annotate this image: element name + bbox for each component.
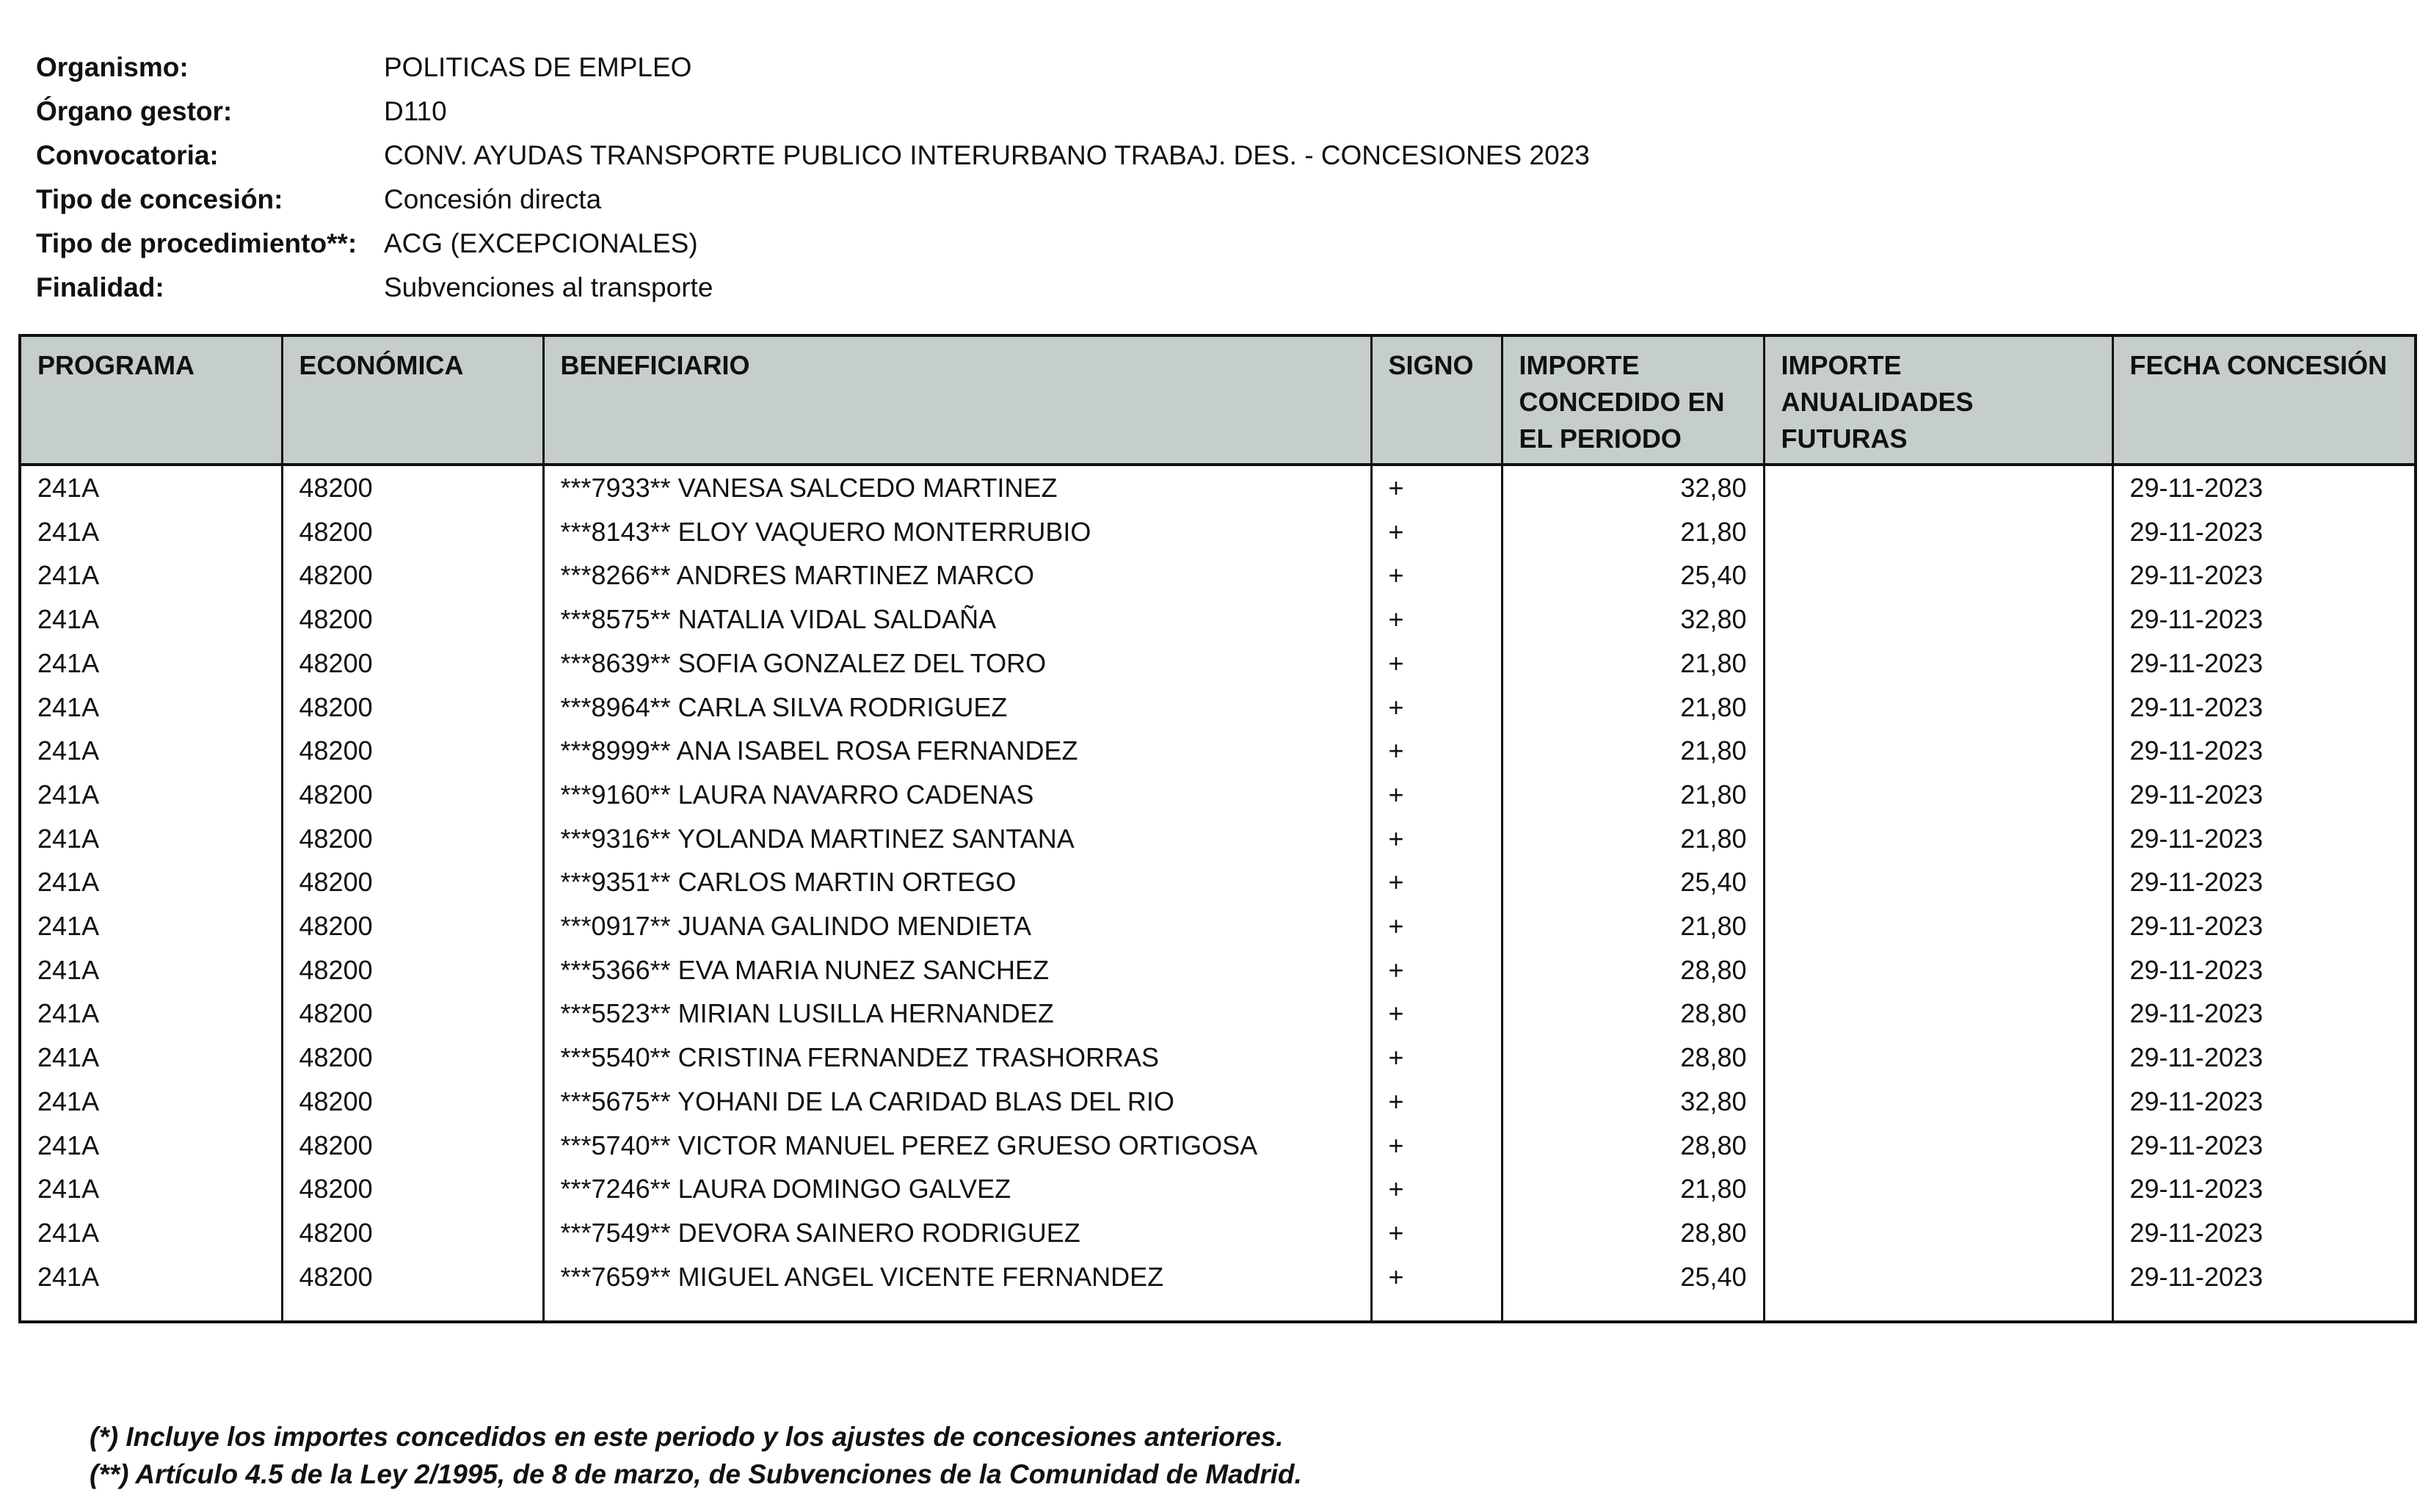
importe-anualidades-cell [1764, 948, 2112, 992]
beneficiario-cell: ***7659** MIGUEL ANGEL VICENTE FERNANDEZ [543, 1255, 1371, 1299]
programa-cell: 241A [20, 904, 282, 948]
economica-cell: 48200 [282, 1080, 543, 1124]
tipo-procedimiento-row [36, 222, 1590, 266]
economica-cell: 48200 [282, 1167, 543, 1211]
programa-cell: 241A [20, 860, 282, 904]
economica-cell: 48200 [282, 773, 543, 817]
table-row [20, 1036, 2416, 1080]
concessions-table [18, 334, 2417, 1323]
programa-cell: 241A [20, 1167, 282, 1211]
signo-cell: + [1371, 904, 1502, 948]
beneficiario-cell: ***5523** MIRIAN LUSILLA HERNANDEZ [543, 992, 1371, 1036]
tipo-procedimiento-value: ACG (EXCEPCIONALES) [384, 228, 698, 258]
table-row [20, 904, 2416, 948]
beneficiario-cell: ***5675** YOHANI DE LA CARIDAD BLAS DEL RIO [543, 1080, 1371, 1124]
beneficiario-cell: ***5740** VICTOR MANUEL PEREZ GRUESO ORTIGOSA [543, 1124, 1371, 1168]
column-header-economica: ECONÓMICA [282, 335, 543, 465]
signo-cell: + [1371, 817, 1502, 861]
beneficiario-cell: ***7549** DEVORA SAINERO RODRIGUEZ [543, 1211, 1371, 1255]
fecha-concesion-cell: 29-11-2023 [2112, 860, 2416, 904]
importe-concedido-cell: 28,80 [1502, 992, 1764, 1036]
table-row [20, 465, 2416, 510]
table-row [20, 992, 2416, 1036]
importe-anualidades-cell [1764, 817, 2112, 861]
table-row [20, 948, 2416, 992]
signo-cell: + [1371, 860, 1502, 904]
importe-concedido-cell: 21,80 [1502, 686, 1764, 730]
table-header [20, 335, 2416, 465]
table-row [20, 860, 2416, 904]
beneficiario-cell: ***8266** ANDRES MARTINEZ MARCO [543, 553, 1371, 597]
programa-cell: 241A [20, 729, 282, 773]
economica-cell: 48200 [282, 597, 543, 641]
fecha-concesion-cell: 29-11-2023 [2112, 686, 2416, 730]
economica-cell: 48200 [282, 1255, 543, 1299]
importe-anualidades-cell [1764, 465, 2112, 510]
signo-cell: + [1371, 992, 1502, 1036]
economica-cell: 48200 [282, 510, 543, 554]
importe-concedido-cell: 21,80 [1502, 510, 1764, 554]
economica-cell: 48200 [282, 1036, 543, 1080]
signo-cell: + [1371, 1080, 1502, 1124]
table-row [20, 510, 2416, 554]
column-header-signo: SIGNO [1371, 335, 1502, 465]
fecha-concesion-cell: 29-11-2023 [2112, 1036, 2416, 1080]
importe-anualidades-cell [1764, 510, 2112, 554]
tipo-procedimiento-label: Tipo de procedimiento**: [36, 228, 357, 258]
fecha-concesion-cell: 29-11-2023 [2112, 1211, 2416, 1255]
organo-gestor-label: Órgano gestor: [36, 96, 233, 126]
importe-anualidades-cell [1764, 686, 2112, 730]
importe-anualidades-cell [1764, 1255, 2112, 1299]
document-header [36, 46, 1590, 310]
signo-cell: + [1371, 1211, 1502, 1255]
signo-cell: + [1371, 948, 1502, 992]
signo-cell: + [1371, 686, 1502, 730]
importe-anualidades-cell [1764, 729, 2112, 773]
importe-anualidades-cell [1764, 1080, 2112, 1124]
programa-cell: 241A [20, 553, 282, 597]
signo-cell: + [1371, 729, 1502, 773]
footnote-articulo: (**) Artículo 4.5 de la Ley 2/1995, de 8 de marzo, de Subvenciones de la Comunidad de Madrid. [90, 1459, 1302, 1489]
economica-cell: 48200 [282, 465, 543, 510]
economica-cell: 48200 [282, 729, 543, 773]
signo-cell: + [1371, 1124, 1502, 1168]
footnotes [90, 1418, 1302, 1493]
economica-cell: 48200 [282, 686, 543, 730]
programa-cell: 241A [20, 1036, 282, 1080]
programa-cell: 241A [20, 1255, 282, 1299]
beneficiario-cell: ***9351** CARLOS MARTIN ORTEGO [543, 860, 1371, 904]
programa-cell: 241A [20, 465, 282, 510]
fecha-concesion-cell: 29-11-2023 [2112, 729, 2416, 773]
beneficiario-cell: ***8639** SOFIA GONZALEZ DEL TORO [543, 641, 1371, 686]
importe-concedido-cell: 25,40 [1502, 860, 1764, 904]
column-header-importe-concedido: IMPORTE CONCEDIDO EN EL PERIODO [1502, 335, 1764, 465]
column-header-fecha-concesion: FECHA CONCESIÓN [2112, 335, 2416, 465]
organismo-value: POLITICAS DE EMPLEO [384, 52, 692, 82]
programa-cell: 241A [20, 686, 282, 730]
importe-anualidades-cell [1764, 597, 2112, 641]
importe-concedido-cell: 21,80 [1502, 904, 1764, 948]
beneficiario-cell: ***8575** NATALIA VIDAL SALDAÑA [543, 597, 1371, 641]
table-row [20, 686, 2416, 730]
importe-concedido-cell: 32,80 [1502, 465, 1764, 510]
beneficiario-cell: ***7246** LAURA DOMINGO GALVEZ [543, 1167, 1371, 1211]
programa-cell: 241A [20, 510, 282, 554]
signo-cell: + [1371, 1036, 1502, 1080]
importe-concedido-cell: 28,80 [1502, 1211, 1764, 1255]
importe-concedido-cell: 21,80 [1502, 1167, 1764, 1211]
convocatoria-label: Convocatoria: [36, 140, 219, 170]
programa-cell: 241A [20, 992, 282, 1036]
empty-cell [2112, 1298, 2416, 1322]
header-row [20, 335, 2416, 465]
empty-cell [20, 1298, 282, 1322]
importe-concedido-cell: 32,80 [1502, 1080, 1764, 1124]
convocatoria-value: CONV. AYUDAS TRANSPORTE PUBLICO INTERURBANO TRABAJ. DES. - CONCESIONES 2023 [384, 140, 1590, 170]
empty-cell [543, 1298, 1371, 1322]
signo-cell: + [1371, 641, 1502, 686]
fecha-concesion-cell: 29-11-2023 [2112, 773, 2416, 817]
beneficiario-cell: ***5540** CRISTINA FERNANDEZ TRASHORRAS [543, 1036, 1371, 1080]
table-body [20, 465, 2416, 1322]
table-row [20, 773, 2416, 817]
finalidad-label: Finalidad: [36, 272, 164, 302]
table-empty-space [20, 1298, 2416, 1322]
beneficiario-cell: ***9160** LAURA NAVARRO CADENAS [543, 773, 1371, 817]
programa-cell: 241A [20, 817, 282, 861]
economica-cell: 48200 [282, 860, 543, 904]
beneficiario-cell: ***0917** JUANA GALINDO MENDIETA [543, 904, 1371, 948]
importe-anualidades-cell [1764, 1124, 2112, 1168]
table-row [20, 1255, 2416, 1299]
importe-anualidades-cell [1764, 904, 2112, 948]
table-row [20, 641, 2416, 686]
programa-cell: 241A [20, 597, 282, 641]
organo-gestor-value: D110 [384, 96, 447, 126]
fecha-concesion-cell: 29-11-2023 [2112, 465, 2416, 510]
finalidad-value: Subvenciones al transporte [384, 272, 713, 302]
importe-anualidades-cell [1764, 1036, 2112, 1080]
economica-cell: 48200 [282, 1124, 543, 1168]
importe-concedido-cell: 25,40 [1502, 553, 1764, 597]
signo-cell: + [1371, 1255, 1502, 1299]
finalidad-row [36, 266, 1590, 310]
organo-gestor-row [36, 90, 1590, 134]
footnote-importes: (*) Incluye los importes concedidos en este periodo y los ajustes de concesiones anteriores. [90, 1422, 1284, 1452]
empty-cell [1502, 1298, 1764, 1322]
beneficiario-cell: ***8964** CARLA SILVA RODRIGUEZ [543, 686, 1371, 730]
programa-cell: 241A [20, 773, 282, 817]
economica-cell: 48200 [282, 948, 543, 992]
tipo-concesion-row [36, 178, 1590, 222]
signo-cell: + [1371, 773, 1502, 817]
fecha-concesion-cell: 29-11-2023 [2112, 597, 2416, 641]
tipo-concesion-value: Concesión directa [384, 184, 602, 214]
importe-concedido-cell: 21,80 [1502, 817, 1764, 861]
beneficiario-cell: ***8999** ANA ISABEL ROSA FERNANDEZ [543, 729, 1371, 773]
economica-cell: 48200 [282, 904, 543, 948]
importe-concedido-cell: 28,80 [1502, 948, 1764, 992]
fecha-concesion-cell: 29-11-2023 [2112, 1255, 2416, 1299]
signo-cell: + [1371, 597, 1502, 641]
column-header-importe-anualidades: IMPORTE ANUALIDADES FUTURAS [1764, 335, 2112, 465]
fecha-concesion-cell: 29-11-2023 [2112, 904, 2416, 948]
importe-concedido-cell: 21,80 [1502, 641, 1764, 686]
empty-cell [1764, 1298, 2112, 1322]
importe-anualidades-cell [1764, 1211, 2112, 1255]
signo-cell: + [1371, 465, 1502, 510]
economica-cell: 48200 [282, 553, 543, 597]
importe-anualidades-cell [1764, 553, 2112, 597]
importe-concedido-cell: 21,80 [1502, 729, 1764, 773]
programa-cell: 241A [20, 1080, 282, 1124]
beneficiario-cell: ***7933** VANESA SALCEDO MARTINEZ [543, 465, 1371, 510]
table-row [20, 1211, 2416, 1255]
signo-cell: + [1371, 1167, 1502, 1211]
fecha-concesion-cell: 29-11-2023 [2112, 641, 2416, 686]
table-row [20, 729, 2416, 773]
fecha-concesion-cell: 29-11-2023 [2112, 992, 2416, 1036]
organismo-row [36, 46, 1590, 90]
convocatoria-row [36, 134, 1590, 178]
importe-concedido-cell: 21,80 [1502, 773, 1764, 817]
beneficiario-cell: ***5366** EVA MARIA NUNEZ SANCHEZ [543, 948, 1371, 992]
fecha-concesion-cell: 29-11-2023 [2112, 948, 2416, 992]
importe-concedido-cell: 25,40 [1502, 1255, 1764, 1299]
importe-anualidades-cell [1764, 641, 2112, 686]
table-row [20, 1124, 2416, 1168]
economica-cell: 48200 [282, 1211, 543, 1255]
importe-anualidades-cell [1764, 992, 2112, 1036]
programa-cell: 241A [20, 1211, 282, 1255]
importe-concedido-cell: 28,80 [1502, 1124, 1764, 1168]
programa-cell: 241A [20, 1124, 282, 1168]
importe-anualidades-cell [1764, 1167, 2112, 1211]
beneficiario-cell: ***8143** ELOY VAQUERO MONTERRUBIO [543, 510, 1371, 554]
table-row [20, 553, 2416, 597]
programa-cell: 241A [20, 641, 282, 686]
importe-anualidades-cell [1764, 860, 2112, 904]
empty-cell [282, 1298, 543, 1322]
fecha-concesion-cell: 29-11-2023 [2112, 553, 2416, 597]
column-header-beneficiario: BENEFICIARIO [543, 335, 1371, 465]
importe-anualidades-cell [1764, 773, 2112, 817]
fecha-concesion-cell: 29-11-2023 [2112, 1167, 2416, 1211]
empty-cell [1371, 1298, 1502, 1322]
column-header-programa: PROGRAMA [20, 335, 282, 465]
fecha-concesion-cell: 29-11-2023 [2112, 1080, 2416, 1124]
importe-concedido-cell: 32,80 [1502, 597, 1764, 641]
fecha-concesion-cell: 29-11-2023 [2112, 817, 2416, 861]
table-row [20, 597, 2416, 641]
fecha-concesion-cell: 29-11-2023 [2112, 1124, 2416, 1168]
importe-concedido-cell: 28,80 [1502, 1036, 1764, 1080]
fecha-concesion-cell: 29-11-2023 [2112, 510, 2416, 554]
programa-cell: 241A [20, 948, 282, 992]
table-row [20, 1080, 2416, 1124]
beneficiario-cell: ***9316** YOLANDA MARTINEZ SANTANA [543, 817, 1371, 861]
table-row [20, 817, 2416, 861]
organismo-label: Organismo: [36, 52, 189, 82]
economica-cell: 48200 [282, 817, 543, 861]
economica-cell: 48200 [282, 992, 543, 1036]
signo-cell: + [1371, 553, 1502, 597]
table-row [20, 1167, 2416, 1211]
signo-cell: + [1371, 510, 1502, 554]
tipo-concesion-label: Tipo de concesión: [36, 184, 283, 214]
economica-cell: 48200 [282, 641, 543, 686]
